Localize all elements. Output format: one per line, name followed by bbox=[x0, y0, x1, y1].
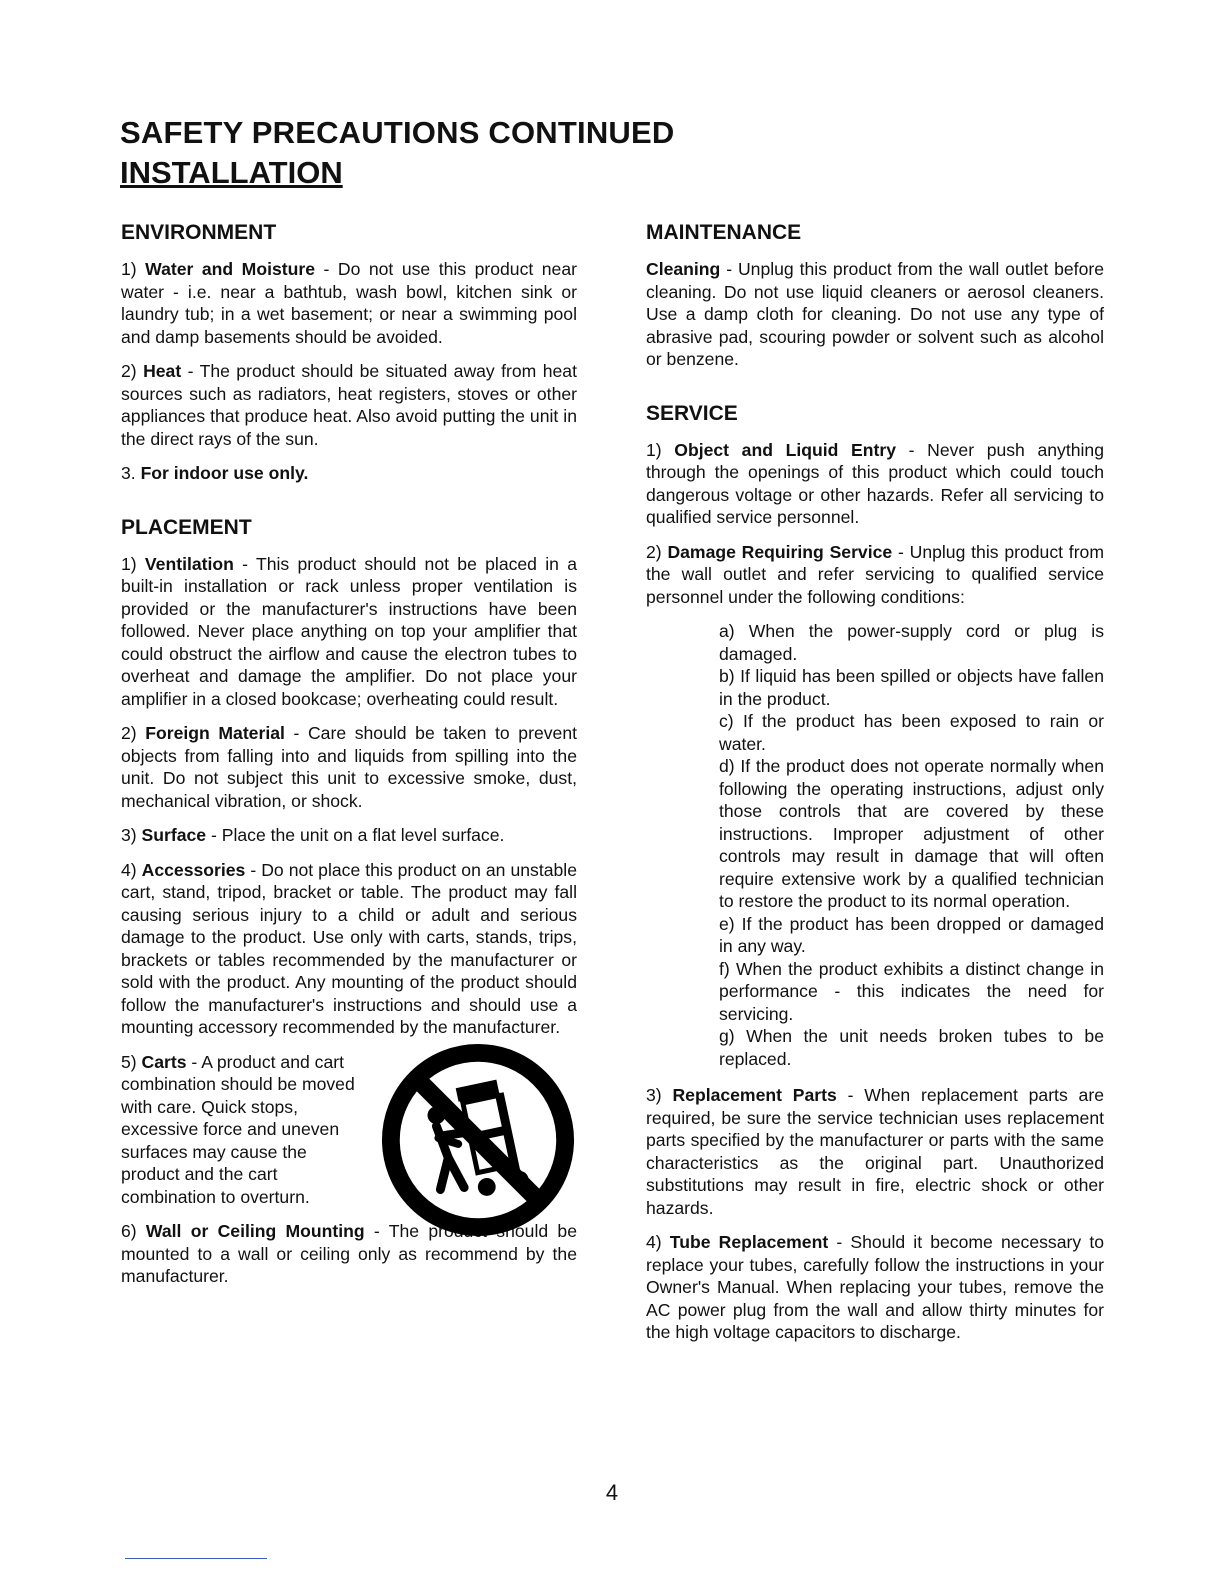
service-conditions-list bbox=[719, 620, 1104, 1070]
page-number: 4 bbox=[605, 1480, 619, 1505]
placement-item: 5) Carts - A product and cart combination should be moved with care. Quick stops, excessive force and uneven surfaces may cause the product and the cart combination to overturn. bbox=[121, 1051, 355, 1207]
list-item: e) If the product has been dropped or damaged in any way. bbox=[719, 913, 1104, 956]
list-item: b) If liquid has been spilled or objects have fallen in the product. bbox=[719, 666, 1104, 709]
carts-block bbox=[121, 1051, 577, 1209]
list-item: g) When the unit needs broken tubes to be replaced. bbox=[719, 1026, 1104, 1069]
placement-item: 4) Accessories - Do not place this product on an unstable cart, stand, tripod, bracket or table. The product may fall causing serious injury to a child or adult and serious damage to the product. Use only with carts, stands, trips, brackets or tables recommended by the manufacturer or sold with the product. Any mounting of the product should follow the manufacturer's instructions and should use a mounting accessory recommended by the manufacturer. bbox=[121, 859, 577, 1037]
placement-item: 6) Wall or Ceiling Mounting - The product should be mounted to a wall or ceiling only as recommend by the manufacturer. bbox=[121, 1221, 577, 1286]
environment-heading: ENVIRONMENT bbox=[121, 221, 277, 244]
service-section bbox=[646, 401, 1104, 1344]
environment-item: 2) Heat - The product should be situated away from heat sources such as radiators, heat registers, stoves or other appliances that produce heat. Also avoid putting the unit in the direct rays of the sun. bbox=[121, 361, 577, 449]
service-item: 1) Object and Liquid Entry - Never push anything through the openings of this product which could touch dangerous voltage or other hazards. Refer all servicing to qualified service personnel. bbox=[646, 439, 1104, 527]
placement-item: 1) Ventilation - This product should not be placed in a built-in installation or rack unless proper ventilation is provided or the manufacturer's instructions have been followed. Never place anything on top your amplifier that could obstruct the airflow and cause the electron tubes to overheat and damage the amplifier. Do not place your amplifier in a closed bookcase; overheating could result. bbox=[121, 553, 577, 709]
placement-item: 3) Surface - Place the unit on a flat level surface. bbox=[121, 825, 505, 845]
right-column bbox=[646, 220, 1104, 1356]
left-column bbox=[121, 220, 577, 1300]
maintenance-heading: MAINTENANCE bbox=[646, 221, 802, 244]
cart-tip-over-warning-icon bbox=[379, 1041, 577, 1239]
list-item: f) When the product exhibits a distinct change in performance - this indicates the need for servicing. bbox=[719, 958, 1104, 1024]
environment-section bbox=[121, 220, 577, 485]
service-item: 4) Tube Replacement - Should it become necessary to replace your tubes, carefully follow the instructions in your Owner's Manual. When replacing your tubes, remove the AC power plug from the wall and allow thirty minutes for the high voltage capacitors to discharge. bbox=[646, 1232, 1104, 1342]
list-item: d) If the product does not operate normally when following the operating instructions, adjust only those controls that are covered by these instructions. Improper adjustment of other controls may result in damage that will often require extensive work by a qualified technician to restore the product to its normal operation. bbox=[719, 756, 1104, 911]
placement-heading: PLACEMENT bbox=[121, 515, 252, 539]
list-item: a) When the power-supply cord or plug is damaged. bbox=[719, 621, 1104, 664]
service-item: 3) Replacement Parts - When replacement parts are required, be sure the service technician uses replacement parts specified by the manufacturer or parts with the same characteristics as the original part. Unauthorized substitutions may result in fire, electric shock or other hazards. bbox=[646, 1085, 1104, 1218]
maintenance-item: Cleaning - Unplug this product from the wall outlet before cleaning. Do not use liquid cleaners or aerosol cleaners. Use a damp cloth for cleaning. Do not use any type of abrasive pad, scouring powder or solvent such as alcohol or benzene. bbox=[646, 259, 1104, 369]
environment-item: 1) Water and Moisture - Do not use this product near water - i.e. near a bathtub, wash bowl, kitchen sink or laundry tub; in a wet basement; or near a swimming pool and damp basements should be avoided. bbox=[121, 259, 577, 347]
list-item: c) If the product has been exposed to rain or water. bbox=[719, 711, 1104, 754]
service-heading: SERVICE bbox=[646, 401, 738, 425]
environment-item: 3. For indoor use only. bbox=[121, 463, 309, 483]
footer-divider bbox=[125, 1558, 267, 1559]
page-subtitle: INSTALLATION bbox=[120, 155, 343, 190]
page-title: SAFETY PRECAUTIONS CONTINUED bbox=[120, 115, 675, 150]
placement-section bbox=[121, 515, 577, 1288]
placement-item: 2) Foreign Material - Care should be taken to prevent objects from falling into and liquids from spilling into the unit. Do not subject this unit to excessive smoke, dust, mechanical vibration, or shock. bbox=[121, 723, 577, 811]
service-item: 2) Damage Requiring Service - Unplug this product from the wall outlet and refer servicing to qualified service personnel under the following conditions: bbox=[646, 541, 1104, 607]
maintenance-section bbox=[646, 220, 1104, 371]
